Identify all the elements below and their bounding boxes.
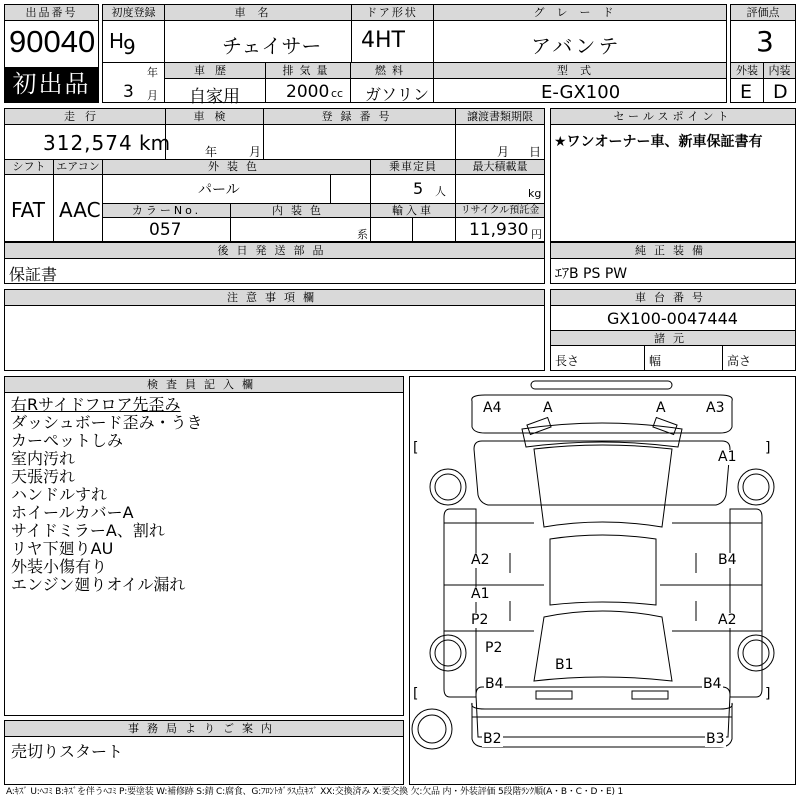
color-no: 057	[149, 220, 182, 240]
int-color-unit: 系	[357, 228, 368, 241]
office-text: 売切りスタート	[11, 742, 124, 761]
bracket-right-2: ]	[765, 686, 771, 702]
later-parts-text: 保証書	[9, 265, 58, 284]
inspector-note: 天張汚れ	[11, 467, 76, 486]
shift: FAT	[11, 198, 46, 222]
inspector-note: 外装小傷有り	[11, 557, 108, 576]
first-reg-era: H	[109, 29, 125, 53]
recycle-amount: 11,930	[469, 220, 529, 240]
hood	[474, 441, 730, 505]
ac-label: エアコン	[54, 160, 102, 175]
shift-label: シフト	[5, 160, 53, 175]
capacity: 5	[413, 179, 424, 198]
bracket-left-2: [	[413, 686, 419, 702]
import-label: 輸入車	[371, 204, 455, 218]
damage-mark-bottom-left: B2	[483, 731, 502, 747]
displacement-unit: cc	[331, 87, 344, 100]
spec-table	[4, 108, 545, 242]
ext-color: パール	[198, 182, 240, 198]
genuine-equipment-label: 純正装備	[551, 243, 795, 259]
damage-mark-left-a1: A1	[471, 586, 490, 602]
inspection-month-unit: 月	[249, 145, 262, 159]
first-reg-month: 3	[123, 82, 134, 102]
inspection-label: 車検	[166, 109, 263, 125]
genuine-equipment-text: ｴｱB PS PW	[555, 266, 628, 282]
mileage: 312,574	[43, 131, 133, 155]
transfer-month-unit: 月	[497, 145, 510, 159]
roof	[550, 535, 656, 605]
office-label: 事務局よりご案内	[5, 721, 403, 737]
first-listing-badge	[5, 67, 98, 102]
displacement-label: 排気量	[266, 63, 350, 79]
damage-mark-top-a2: A	[656, 400, 666, 416]
dims-label: 諸元	[551, 330, 795, 346]
chassis-label: 車台番号	[551, 290, 795, 306]
mileage-label: 走行	[5, 109, 165, 125]
bracket-right-1: ]	[765, 440, 771, 456]
damage-mark-top-a1: A	[543, 400, 553, 416]
height-label: 高さ	[727, 354, 752, 368]
car-name: チェイサー	[222, 34, 322, 58]
inspector-note: エンジン廻りオイル漏れ	[11, 575, 186, 594]
bracket-left-1: [	[413, 440, 419, 456]
capacity-unit: 人	[435, 185, 446, 198]
left-side	[444, 509, 476, 697]
sales-points-label: セールスポイント	[551, 109, 795, 125]
rear-bumper	[472, 703, 732, 747]
damage-mark-left-a2: A2	[471, 552, 490, 568]
front-grille	[522, 423, 682, 447]
transfer-label: 譲渡書類期限	[456, 109, 544, 125]
damage-mark-right-a2: A2	[718, 612, 737, 628]
inspector-note: 室内汚れ	[11, 449, 76, 468]
inspector-note: ホイールカバーA	[11, 503, 134, 522]
car-name-label: 車名	[164, 5, 351, 21]
model-label: 型式	[434, 63, 726, 79]
ext-color-label: 外装色	[103, 160, 370, 175]
damage-mark-top-right: A3	[706, 400, 725, 416]
damage-mark-right-a1: A1	[718, 449, 737, 465]
legend-text: A:ｷｽﾞ U:ﾍｺﾐ B:ｷｽﾞを伴うﾍｺﾐ P:要塗装 W:補修跡 S:錆 C:腐食、G:ﾌﾛﾝﾄｶﾞﾗｽ点ｷｽﾞ XX:交換済み X:要交換 欠:欠品 内・外装評価 5段階ﾗﾝｸ順(A・B・C・D・E) 1	[6, 787, 624, 797]
trunk	[476, 687, 730, 737]
length-label: 長さ	[555, 354, 580, 368]
first-listing-text: 初出品	[12, 70, 91, 98]
header-section	[4, 4, 796, 107]
interior-grade: D	[773, 81, 788, 103]
score-block	[730, 4, 796, 103]
door-type: 4HT	[361, 28, 405, 53]
history-label: 車歴	[165, 63, 265, 79]
exterior-grade: E	[740, 81, 753, 103]
inspector-note: サイドミラーA、割れ	[11, 521, 165, 540]
recycle-unit: 円	[531, 228, 542, 241]
first-reg-label: 初度登録	[103, 5, 164, 21]
width-label: 幅	[649, 354, 662, 368]
lot-number-label: 出品番号	[5, 5, 98, 21]
caution-label: 注意事項欄	[5, 290, 544, 306]
inspector-notes-box	[4, 376, 404, 716]
int-color-label: 内装色	[231, 204, 370, 218]
damage-mark-top-left: A4	[483, 400, 502, 416]
damage-mark-right-b4b: B4	[703, 676, 722, 692]
front-bumper-edge	[531, 381, 672, 389]
capacity-label: 乗車定員	[371, 160, 455, 175]
damage-mark-left-b4: B4	[485, 676, 504, 692]
inspector-note: 右Rサイドフロア先歪み	[11, 395, 181, 414]
inspector-notes-list	[11, 396, 203, 594]
damage-mark-left-p2b: P2	[485, 640, 503, 656]
damage-mark-bottom-right: B3	[706, 731, 725, 747]
inspector-note: ハンドルすれ	[11, 485, 108, 504]
score: 3	[756, 25, 774, 58]
ac: AAC	[59, 198, 101, 222]
damage-mark-right-b4: B4	[718, 552, 737, 568]
fuel-label: 燃料	[351, 63, 433, 79]
inspection-year-unit: 年	[205, 145, 218, 159]
first-reg-month-unit: 月	[147, 89, 158, 102]
grade-label: グレード	[433, 5, 726, 21]
first-reg-year: 9	[123, 35, 136, 59]
first-reg-year-unit: 年	[147, 66, 158, 79]
damage-diagram-box	[409, 376, 796, 785]
history: 自家用	[189, 87, 240, 107]
header-table	[102, 4, 727, 107]
lot-number: 90040	[9, 24, 96, 59]
caution-box	[4, 289, 545, 371]
chassis-box	[550, 289, 796, 371]
recycle-label: リサイクル預託金	[456, 204, 544, 218]
windshield	[534, 445, 672, 527]
max-load-label: 最大積載量	[456, 160, 544, 175]
interior-label: 内装	[764, 63, 795, 79]
inspector-note: リヤ下廻りAU	[11, 539, 114, 558]
score-label: 評価点	[731, 5, 795, 21]
damage-mark-center-b1: B1	[555, 657, 574, 673]
displacement: 2000	[286, 82, 330, 102]
grade: アバンテ	[531, 34, 622, 58]
lot-number-block	[4, 4, 99, 103]
door-label: ドア形状	[351, 5, 433, 21]
inspector-note: カーペットしみ	[11, 431, 124, 450]
chassis-number: GX100-0047444	[607, 309, 738, 328]
sales-points-box	[550, 108, 796, 242]
inspector-label: 検査員記入欄	[5, 377, 403, 393]
later-parts-label: 後日発送部品	[5, 243, 544, 259]
front-bumper	[472, 395, 732, 433]
reg-no-label: 登録番号	[264, 109, 455, 125]
color-no-label: カラーNo.	[103, 204, 230, 218]
damage-mark-left-p2: P2	[471, 612, 489, 628]
transfer-day-unit: 日	[529, 145, 542, 159]
exterior-label: 外装	[731, 63, 763, 79]
max-load-unit: kg	[528, 187, 542, 200]
car-diagram	[410, 377, 795, 784]
later-parts-box	[4, 242, 545, 284]
office-box	[4, 720, 404, 785]
right-side	[730, 509, 762, 697]
model: E-GX100	[541, 82, 621, 103]
mileage-unit: km	[139, 131, 171, 155]
sales-points-text: ★ワンオーナー車、新車保証書有	[554, 134, 763, 150]
inspector-note: ダッシュボード歪み・うき	[11, 413, 203, 432]
fuel: ガソリン	[365, 85, 430, 104]
genuine-equipment-box	[550, 242, 796, 284]
